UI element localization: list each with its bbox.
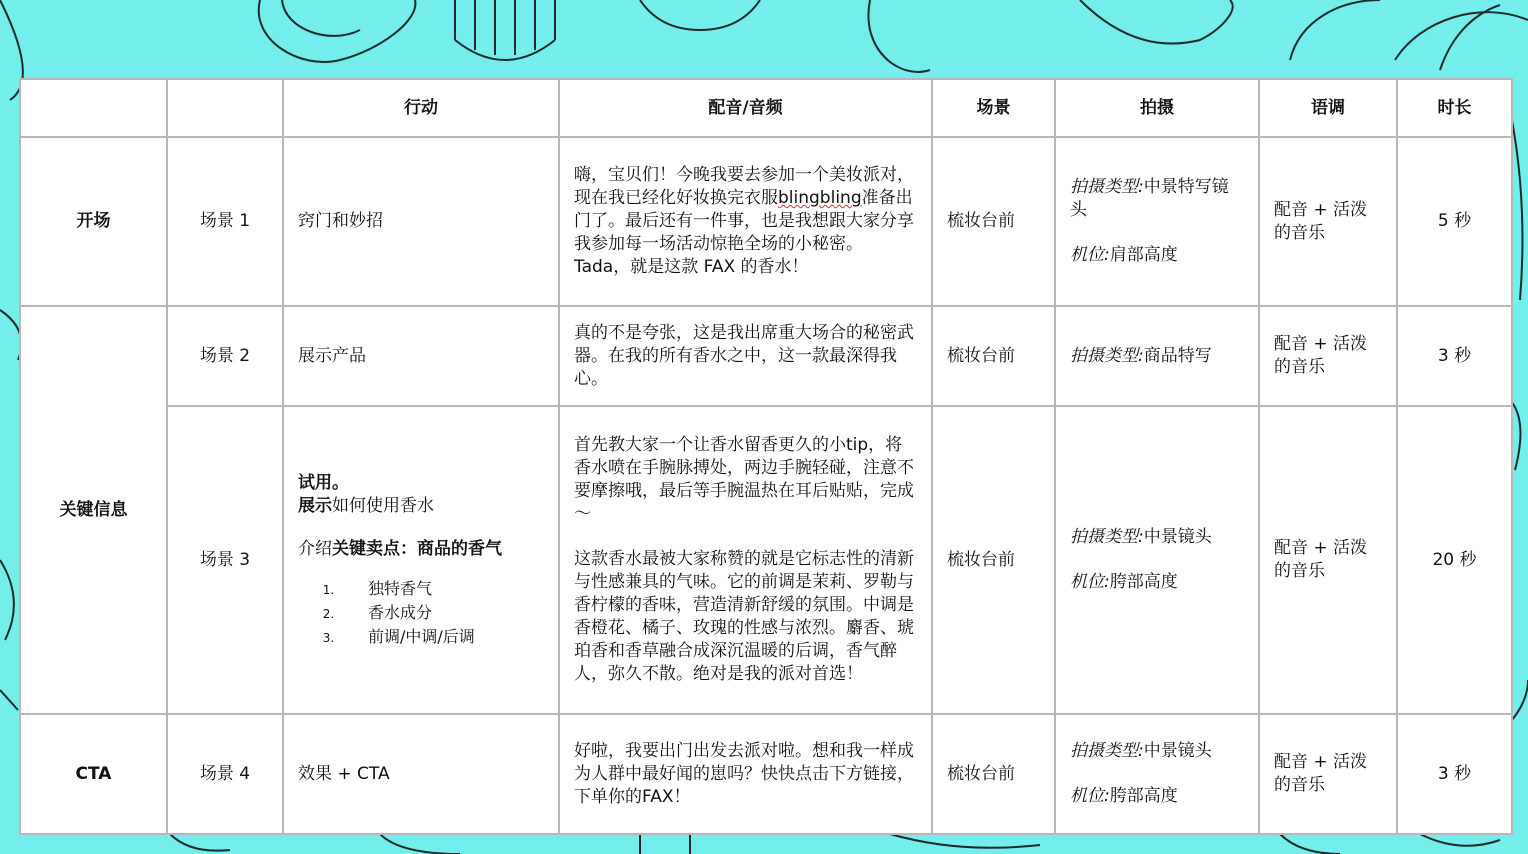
shot-type-label: 拍摄类型: xyxy=(1070,527,1144,547)
audio-paragraph: 这款香水最被大家称赞的就是它标志性的清新与性感兼具的气味。它的前调是茉莉、罗勒与香柠檬的香味，营造清新舒缓的氛围。中调是香橙花、橘子、玫瑰的性感与浓烈。麝香、琥珀香和香草融合成深沉温暖的后调，香气醉人，弥久不散。绝对是我的派对首选！ xyxy=(574,549,914,684)
video-script-table xyxy=(19,78,1513,835)
duration-cell: 3 秒 xyxy=(1397,306,1512,406)
scene-label: 场景 3 xyxy=(167,406,283,714)
shot-type-value: 中景镜头 xyxy=(1143,527,1212,547)
action-cell: 效果 + CTA xyxy=(283,714,559,834)
shot-type-label: 拍摄类型: xyxy=(1070,345,1144,366)
location-cell: 梳妆台前 xyxy=(932,137,1055,306)
table-row xyxy=(20,306,1512,406)
location-cell: 梳妆台前 xyxy=(932,406,1055,714)
audio-cell: 真的不是夸张，这是我出席重大场合的秘密武器。在我的所有香水之中，这一款最深得我心。 xyxy=(559,306,932,406)
location-cell: 梳妆台前 xyxy=(932,714,1055,834)
table-row xyxy=(20,714,1512,834)
position-label: 机位: xyxy=(1070,572,1110,592)
shot-type-value: 中景镜头 xyxy=(1143,741,1212,761)
duration-cell: 20 秒 xyxy=(1397,406,1512,714)
shot-type-label: 拍摄类型: xyxy=(1070,177,1144,197)
audio-cell xyxy=(559,137,932,306)
position-value: 胯部高度 xyxy=(1109,572,1178,592)
section-label-key-info: 关键信息 xyxy=(20,306,167,714)
audio-cell xyxy=(559,406,932,714)
action-bold: 展示 xyxy=(298,495,332,516)
action-line: 试用。 xyxy=(298,472,349,493)
header-row xyxy=(20,79,1512,137)
selling-points-list xyxy=(298,577,544,649)
header-audio: 配音/音频 xyxy=(559,79,932,137)
position-label: 机位: xyxy=(1070,245,1110,265)
tone-cell: 配音 + 活泼的音乐 xyxy=(1259,714,1397,834)
scene-label: 场景 4 xyxy=(167,714,283,834)
audio-cell: 好啦，我要出门出发去派对啦。想和我一样成为人群中最好闻的崽吗？快快点击下方链接，下单你的FAX！ xyxy=(559,714,932,834)
action-cell: 展示产品 xyxy=(283,306,559,406)
audio-text: 嗨，宝贝们！今晚我要去参加一个美妆派对，现在我已经化好妆换完衣服 xyxy=(574,165,914,208)
shot-type-value: 商品特写 xyxy=(1143,345,1212,366)
shot-cell xyxy=(1055,406,1259,714)
header-section xyxy=(20,79,167,137)
table-row xyxy=(20,137,1512,306)
position-value: 胯部高度 xyxy=(1109,786,1178,806)
list-item: 1. 独特香气 xyxy=(338,577,544,601)
header-shot: 拍摄 xyxy=(1055,79,1259,137)
action-cell: 窍门和妙招 xyxy=(283,137,559,306)
tone-cell: 配音 + 活泼的音乐 xyxy=(1259,137,1397,306)
scene-label: 场景 2 xyxy=(167,306,283,406)
header-action: 行动 xyxy=(283,79,559,137)
action-line: 介绍 xyxy=(298,538,332,559)
location-cell: 梳妆台前 xyxy=(932,306,1055,406)
header-scene xyxy=(167,79,283,137)
shot-cell xyxy=(1055,714,1259,834)
position-value: 肩部高度 xyxy=(1109,245,1178,265)
list-item: 2. 香水成分 xyxy=(338,601,544,625)
action-line: 如何使用香水 xyxy=(332,495,434,516)
scene-label: 场景 1 xyxy=(167,137,283,306)
tone-cell: 配音 + 活泼的音乐 xyxy=(1259,406,1397,714)
list-item: 3. 前调/中调/后调 xyxy=(338,625,544,649)
section-label-opening: 开场 xyxy=(20,137,167,306)
header-location: 场景 xyxy=(932,79,1055,137)
audio-text: 准备出门了。最后还有一件事，也是我想跟大家分享我参加每一场活动惊艳全场的小秘密。Tada，就是这款 FAX 的香水！ xyxy=(574,188,914,277)
audio-paragraph: 首先教大家一个让香水留香更久的小tip，将香水喷在手腕脉搏处，两边手腕轻碰，注意不要摩擦哦，最后等手腕温热在耳后贴贴，完成～ xyxy=(574,435,914,524)
shot-type-value: 中景特写镜头 xyxy=(1070,177,1229,220)
tone-cell: 配音 + 活泼的音乐 xyxy=(1259,306,1397,406)
duration-cell: 3 秒 xyxy=(1397,714,1512,834)
header-duration: 时长 xyxy=(1397,79,1512,137)
header-tone: 语调 xyxy=(1259,79,1397,137)
table-row xyxy=(20,406,1512,714)
section-label-cta: CTA xyxy=(20,714,167,834)
shot-cell xyxy=(1055,137,1259,306)
position-label: 机位: xyxy=(1070,786,1110,806)
shot-type-label: 拍摄类型: xyxy=(1070,741,1144,761)
spellcheck-word: blingbling xyxy=(778,188,862,208)
action-bold: 关键卖点：商品的香气 xyxy=(332,538,502,559)
action-cell xyxy=(283,406,559,714)
shot-cell xyxy=(1055,306,1259,406)
duration-cell: 5 秒 xyxy=(1397,137,1512,306)
